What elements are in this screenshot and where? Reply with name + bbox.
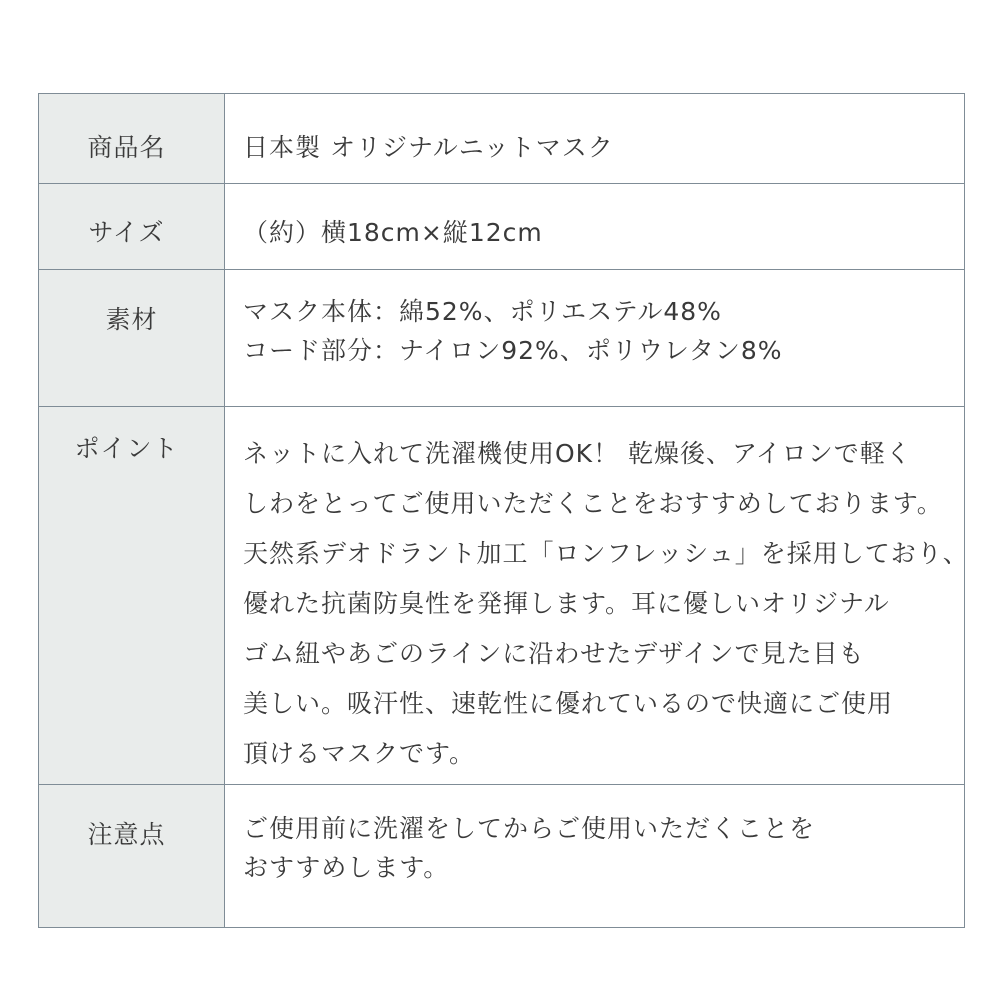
spec-value-material — [225, 270, 965, 407]
spec-value-caution — [225, 785, 965, 928]
spec-label-product-name: 商品名 — [39, 94, 225, 184]
spec-value-line: 頂けるマスクです。 — [243, 739, 476, 768]
spec-value-line: 日本製 オリジナルニットマスク — [243, 133, 614, 162]
spec-row-point — [39, 407, 965, 785]
spec-value-line: 天然系デオドラント加工「ロンフレッシュ」を採用しており、 — [243, 539, 969, 568]
spec-value-line: コード部分：ナイロン92%、ポリウレタン8% — [243, 336, 783, 365]
spec-label-size: サイズ — [39, 184, 225, 270]
product-spec-table — [38, 93, 969, 928]
spec-value-line: 優れた抗菌防臭性を発揮します。耳に優しいオリジナル — [243, 589, 890, 618]
spec-value-line: ご使用前に洗濯をしてからご使用いただくことを — [243, 814, 816, 843]
spec-label-material: 素材 — [39, 270, 225, 407]
spec-row-size — [39, 184, 965, 270]
spec-value-line: （約）横18cm×縦12cm — [243, 218, 543, 247]
spec-value-line: しわをとってご使用いただくことをおすすめしております。 — [243, 489, 943, 518]
spec-label-caution: 注意点 — [39, 785, 225, 928]
spec-value-product-name — [225, 94, 965, 184]
spec-value-point — [225, 407, 969, 785]
spec-row-material — [39, 270, 965, 407]
spec-value-line: マスク本体：綿52%、ポリエステル48% — [243, 297, 722, 326]
spec-row-product-name — [39, 94, 965, 184]
spec-label-point: ポイント — [39, 407, 225, 785]
spec-value-line: おすすめします。 — [243, 853, 450, 882]
spec-value-size — [225, 184, 965, 270]
spec-value-line: ゴム紐やあごのラインに沿わせたデザインで見た目も — [243, 639, 865, 668]
spec-value-line: ネットに入れて洗濯機使用OK！ 乾燥後、アイロンで軽く — [243, 439, 912, 468]
spec-row-caution — [39, 785, 965, 928]
spec-value-line: 美しい。吸汗性、速乾性に優れているので快適にご使用 — [243, 689, 894, 718]
